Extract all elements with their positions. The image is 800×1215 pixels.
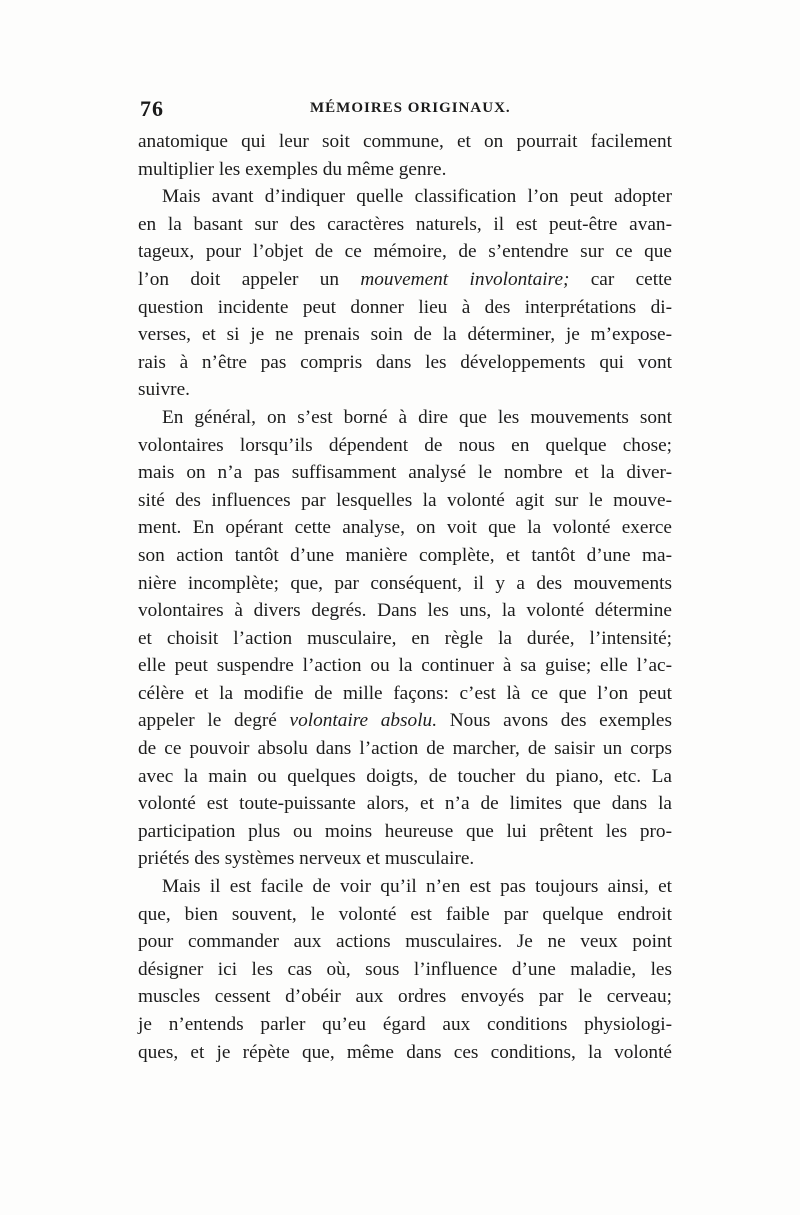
- text-line: suivre.: [138, 379, 190, 401]
- text-line: célère et la modifie de mille façons: c’est là ce que l’on peut: [138, 682, 672, 704]
- text-line: ques, et je répète que, même dans ces conditions, la volonté: [138, 1041, 672, 1063]
- body-text: [138, 128, 672, 1066]
- text-line: désigner ici les cas où, sous l’influence d’une maladie, les: [138, 958, 672, 980]
- italic-term: volontaire absolu.: [289, 710, 438, 732]
- page-header: [140, 96, 670, 126]
- text-line: je n’entends parler qu’eu égard aux conditions physiologi-: [138, 1014, 672, 1035]
- text-line: multiplier les exemples du même genre.: [138, 158, 447, 180]
- text-line: que, bien souvent, le volonté est faible par quelque endroit: [138, 903, 672, 925]
- text-line: anatomique qui leur soit commune, et on pourrait facilement: [138, 131, 672, 152]
- text-line: sité des influences par lesquelles la volonté agit sur le mouve-: [138, 489, 672, 511]
- text-line: ment. En opérant cette analyse, on voit que la volonté exerce: [138, 517, 672, 539]
- text-line: En général, on s’est borné à dire que les mouvements sont: [162, 406, 672, 428]
- text-line: participation plus ou moins heureuse que lui prêtent les pro-: [138, 820, 672, 842]
- text-line: pour commander aux actions musculaires. Je ne veux point: [138, 931, 672, 953]
- text-line: muscles cessent d’obéir aux ordres envoyés par le cerveau;: [138, 986, 672, 1008]
- text-line: volonté est toute-puissante alors, et n’a de limites que dans la: [138, 793, 672, 815]
- text-line: Mais il est facile de voir qu’il n’en est pas toujours ainsi, et: [162, 876, 672, 898]
- text-line: avec la main ou quelques doigts, de toucher du piano, etc. La: [138, 765, 672, 787]
- text-line: son action tantôt d’une manière complète, et tantôt d’une ma-: [138, 544, 672, 566]
- text-line: verses, et si je ne prenais soin de la déterminer, je m’expose-: [138, 324, 672, 346]
- text-line: tageux, pour l’objet de ce mémoire, de s’entendre sur ce que: [138, 241, 672, 263]
- page-number: 76: [140, 96, 164, 121]
- text-line: volontaires à divers degrés. Dans les uns, la volonté détermine: [138, 600, 672, 622]
- text-line: nière incomplète; que, par conséquent, il y a des mouvements: [138, 572, 672, 594]
- running-head: MÉMOIRES ORIGINAUX.: [310, 100, 511, 116]
- text-line: mais on n’a pas suffisamment analysé le nombre et la diver-: [138, 462, 672, 484]
- text-line: priétés des systèmes nerveux et musculaire.: [138, 848, 475, 870]
- text-line: rais à n’être pas compris dans les développements qui vont: [138, 351, 672, 373]
- text-line: appeler le degré volontaire absolu. Nous avons des exemples: [138, 710, 672, 732]
- text-line: elle peut suspendre l’action ou la continuer à sa guise; elle l’ac-: [138, 655, 672, 677]
- text-line: question incidente peut donner lieu à des interprétations di-: [138, 296, 672, 318]
- text-line: Mais avant d’indiquer quelle classification l’on peut adopter: [162, 186, 672, 208]
- text-line: en la basant sur des caractères naturels, il est peut-être avan-: [138, 213, 672, 235]
- italic-term: mouvement involontaire;: [360, 268, 570, 290]
- text-line: l’on doit appeler un mouvement involontaire; car cette: [138, 268, 672, 290]
- text-line: de ce pouvoir absolu dans l’action de marcher, de saisir un corps: [138, 738, 672, 760]
- text-line: volontaires lorsqu’ils dépendent de nous en quelque chose;: [138, 434, 672, 456]
- text-line: et choisit l’action musculaire, en règle la durée, l’intensité;: [138, 627, 672, 649]
